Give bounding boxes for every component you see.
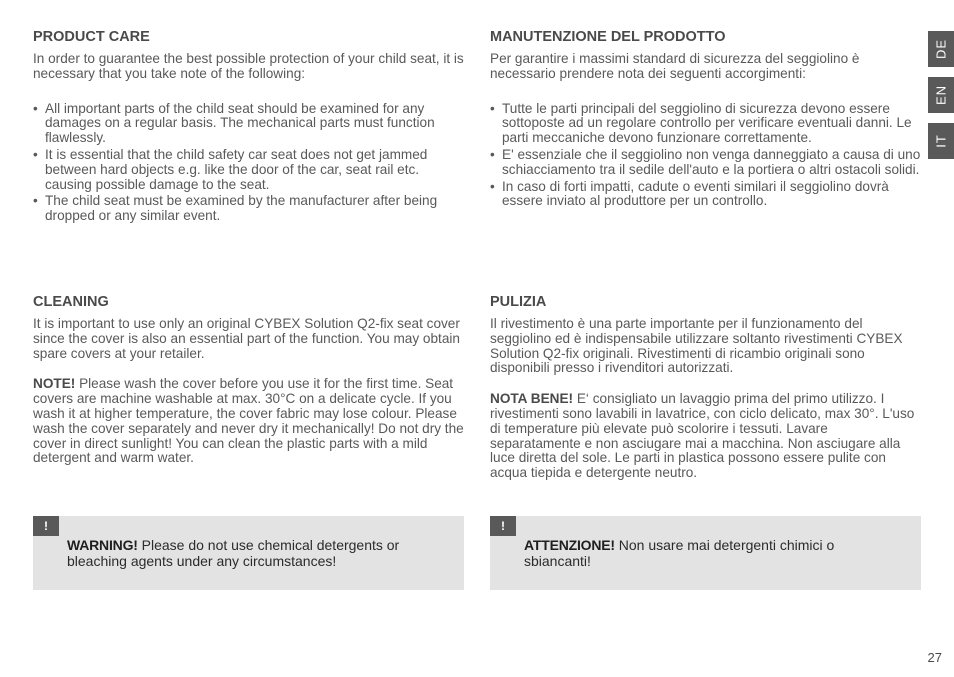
- product-care-section-en: [33, 28, 465, 226]
- language-tab-label: DE: [933, 38, 949, 60]
- cleaning-heading: PULIZIA: [490, 294, 547, 310]
- language-tab-en[interactable]: [928, 77, 954, 113]
- warning-message: Please do not use chemical detergents or bleaching agents under any circumstances!: [67, 537, 400, 569]
- cleaning-note: [490, 392, 922, 481]
- cleaning-section-it: [490, 293, 922, 481]
- product-care-list: [33, 102, 465, 224]
- note-label: NOTE!: [33, 376, 76, 392]
- list-item: • Tutte le parti principali del seggiolino di sicurezza devono essere sottoposte ad un regolare controllo per verificare eventuali danni. Le parti meccaniche devono funzionare correttamente.: [490, 102, 922, 146]
- note-text: E‘ consigliato un lavaggio prima del primo utilizzo. I rivestimenti sono lavabili in lavatrice, con ciclo delicato, max 30°. L'uso di temperature più elevate può scolorire i tessuti. Lavare separatamente e non asciugare mai a macchina. Non asciugare alla luce diretta del sole. Le parti in plastica possono essere pulite con acqua tiepida e detergente neutro.: [490, 391, 915, 481]
- list-item: • E' essenziale che il seggiolino non venga danneggiato a causa di uno schiacciamento tra il sedile dell'auto e la portiera o altri ostacoli solidi.: [490, 148, 922, 178]
- list-item: • All important parts of the child seat should be examined for any damages on a regular basis. The mechanical parts must function flawlessly.: [33, 102, 465, 146]
- warning-box-it: [490, 516, 921, 590]
- list-item: • The child seat must be examined by the manufacturer after being dropped or any similar event.: [33, 194, 465, 224]
- note-text: Please wash the cover before you use it for the first time. Seat covers are machine washable at max. 30°C on a delicate cycle. If you wash it at higher temperature, the cover fabric may lose colour. Please wash the cover separately and never dry it mechanically! Do not dry the cover in direct sunlight! You can clean the plastic parts with a mild detergent and warm water.: [33, 376, 464, 466]
- product-care-intro: Per garantire i massimi standard di sicurezza del seggiolino è necessario prendere nota dei seguenti accorgimenti:: [490, 51, 860, 81]
- product-care-heading: PRODUCT CARE: [33, 29, 150, 45]
- product-care-list: [490, 102, 922, 210]
- cleaning-intro: It is important to use only an original CYBEX Solution Q2-fix seat cover since the cover is also an essential part of the function. You may obtain spare covers at your retailer.: [33, 316, 460, 361]
- language-tab-de[interactable]: [928, 31, 954, 67]
- cleaning-intro: Il rivestimento è una parte importante per il funzionamento del seggiolino ed è indispensabile utilizzare soltanto rivestimenti CYBEX Solution Q2-fix originali. Rivestimenti di ricambio originali sono disponibili presso i rivenditori autorizzati.: [490, 316, 903, 376]
- list-item: • In caso di forti impatti, cadute o eventi similari il seggiolino dovrà essere inviato al produttore per un controllo.: [490, 180, 922, 210]
- language-tab-label: IT: [933, 134, 949, 148]
- product-care-intro: In order to guarantee the best possible protection of your child seat, it is necessary that you take note of the following:: [33, 51, 464, 81]
- product-care-section-it: [490, 28, 922, 211]
- warning-label: ATTENZIONE!: [524, 537, 615, 553]
- warning-message: Non usare mai detergenti chimici o sbiancanti!: [524, 537, 835, 569]
- warning-icon: !: [33, 516, 59, 536]
- warning-text: [67, 538, 424, 569]
- warning-text: [524, 538, 881, 569]
- warning-icon: !: [490, 516, 516, 536]
- warning-box-en: [33, 516, 464, 590]
- warning-label: WARNING!: [67, 537, 138, 553]
- cleaning-note: [33, 377, 465, 466]
- language-tab-it[interactable]: [928, 123, 954, 159]
- cleaning-section-en: [33, 293, 465, 466]
- list-item: • It is essential that the child safety car seat does not get jammed between hard objects e.g. like the door of the car, seat rail etc. causing possible damage to the seat.: [33, 148, 465, 192]
- page-number: 27: [927, 650, 942, 665]
- product-care-heading: MANUTENZIONE DEL PRODOTTO: [490, 29, 726, 45]
- cleaning-heading: CLEANING: [33, 294, 109, 310]
- language-tab-label: EN: [933, 84, 949, 106]
- note-label: NOTA BENE!: [490, 391, 574, 407]
